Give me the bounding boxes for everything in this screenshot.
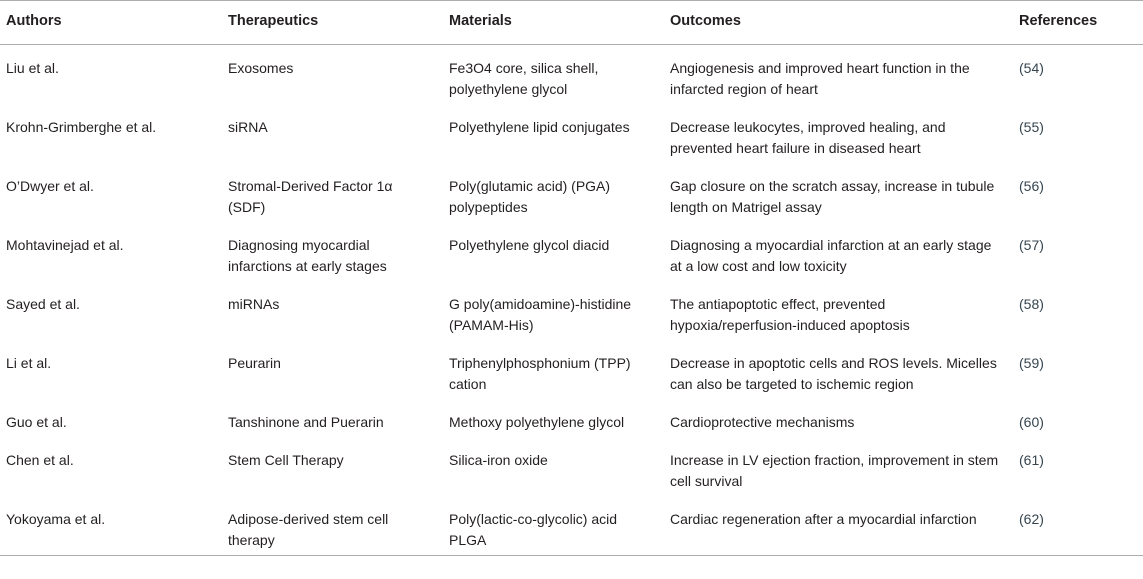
cell-reference-link[interactable]: (60) [1019,414,1044,430]
cell-reference-link[interactable]: (61) [1019,452,1044,468]
cell-therapeutics: Exosomes [228,60,294,76]
cell-outcomes: Diagnosing a myocardial infarction at an early stage at a low cost and low toxicity [670,237,992,274]
cell-therapeutics: Stromal-Derived Factor 1α (SDF) [228,178,393,215]
cell-materials: G poly(amidoamine)-histidine (PAMAM-His) [449,296,632,333]
header-authors: Authors [6,13,62,29]
cell-therapeutics: Tanshinone and Puerarin [228,414,384,430]
cell-materials: Poly(glutamic acid) (PGA) polypeptides [449,178,611,215]
cell-outcomes: Decrease leukocytes, improved healing, and prevented heart failure in diseased heart [670,119,946,156]
cell-outcomes: Cardiac regeneration after a myocardial infarction [670,511,977,527]
header-outcomes: Outcomes [670,13,741,29]
cell-materials: Fe3O4 core, silica shell, polyethylene glycol [449,60,599,97]
cell-author: Mohtavinejad et al. [6,237,124,253]
cell-materials: Methoxy polyethylene glycol [449,414,625,430]
cell-reference-link[interactable]: (56) [1019,178,1044,194]
table-row [0,163,1143,222]
cell-reference-link[interactable]: (62) [1019,511,1044,527]
table-row [0,496,1143,556]
cell-author: Chen et al. [6,452,74,468]
cell-outcomes: Decrease in apoptotic cells and ROS levels. Micelles can also be targeted to ischemic region [670,355,997,392]
cell-therapeutics: Stem Cell Therapy [228,452,344,468]
cell-therapeutics: siRNA [228,119,268,135]
cell-reference-link[interactable]: (55) [1019,119,1044,135]
cell-reference-link[interactable]: (59) [1019,355,1044,371]
header-references: References [1019,13,1098,29]
cell-author: Krohn-Grimberghe et al. [6,119,157,135]
cell-author: Guo et al. [6,414,67,430]
table-row [0,45,1143,105]
cell-materials: Poly(lactic-co-glycolic) acid PLGA [449,511,618,548]
cell-reference-link[interactable]: (57) [1019,237,1044,253]
header-row [0,1,1143,45]
cell-outcomes: Cardioprotective mechanisms [670,414,855,430]
table-row [0,104,1143,163]
table-row [0,281,1143,340]
cell-author: Liu et al. [6,60,59,76]
cell-author: Sayed et al. [6,296,80,312]
cell-materials: Polyethylene lipid conjugates [449,119,630,135]
table-row [0,222,1143,281]
cell-reference-link[interactable]: (58) [1019,296,1044,312]
cell-reference-link[interactable]: (54) [1019,60,1044,76]
cell-author: O’Dwyer et al. [6,178,94,194]
cell-materials: Silica-iron oxide [449,452,548,468]
cell-materials: Polyethylene glycol diacid [449,237,610,253]
cell-therapeutics: Peurarin [228,355,281,371]
cell-therapeutics: miRNAs [228,296,280,312]
cell-outcomes: Increase in LV ejection fraction, improvement in stem cell survival [670,452,999,489]
table-row [0,437,1143,496]
cell-materials: Triphenylphosphonium (TPP) cation [449,355,631,392]
cell-outcomes: Angiogenesis and improved heart function in the infarcted region of heart [670,60,970,97]
header-materials: Materials [449,13,512,29]
header-therapeutics: Therapeutics [228,13,319,29]
cell-author: Li et al. [6,355,52,371]
table-row [0,340,1143,399]
cell-outcomes: Gap closure on the scratch assay, increase in tubule length on Matrigel assay [670,178,995,215]
cell-therapeutics: Diagnosing myocardial infarctions at early stages [228,237,387,274]
cell-author: Yokoyama et al. [6,511,106,527]
cell-therapeutics: Adipose-derived stem cell therapy [228,511,389,548]
table-row [0,399,1143,437]
cell-outcomes: The antiapoptotic effect, prevented hypoxia/reperfusion-induced apoptosis [670,296,910,333]
